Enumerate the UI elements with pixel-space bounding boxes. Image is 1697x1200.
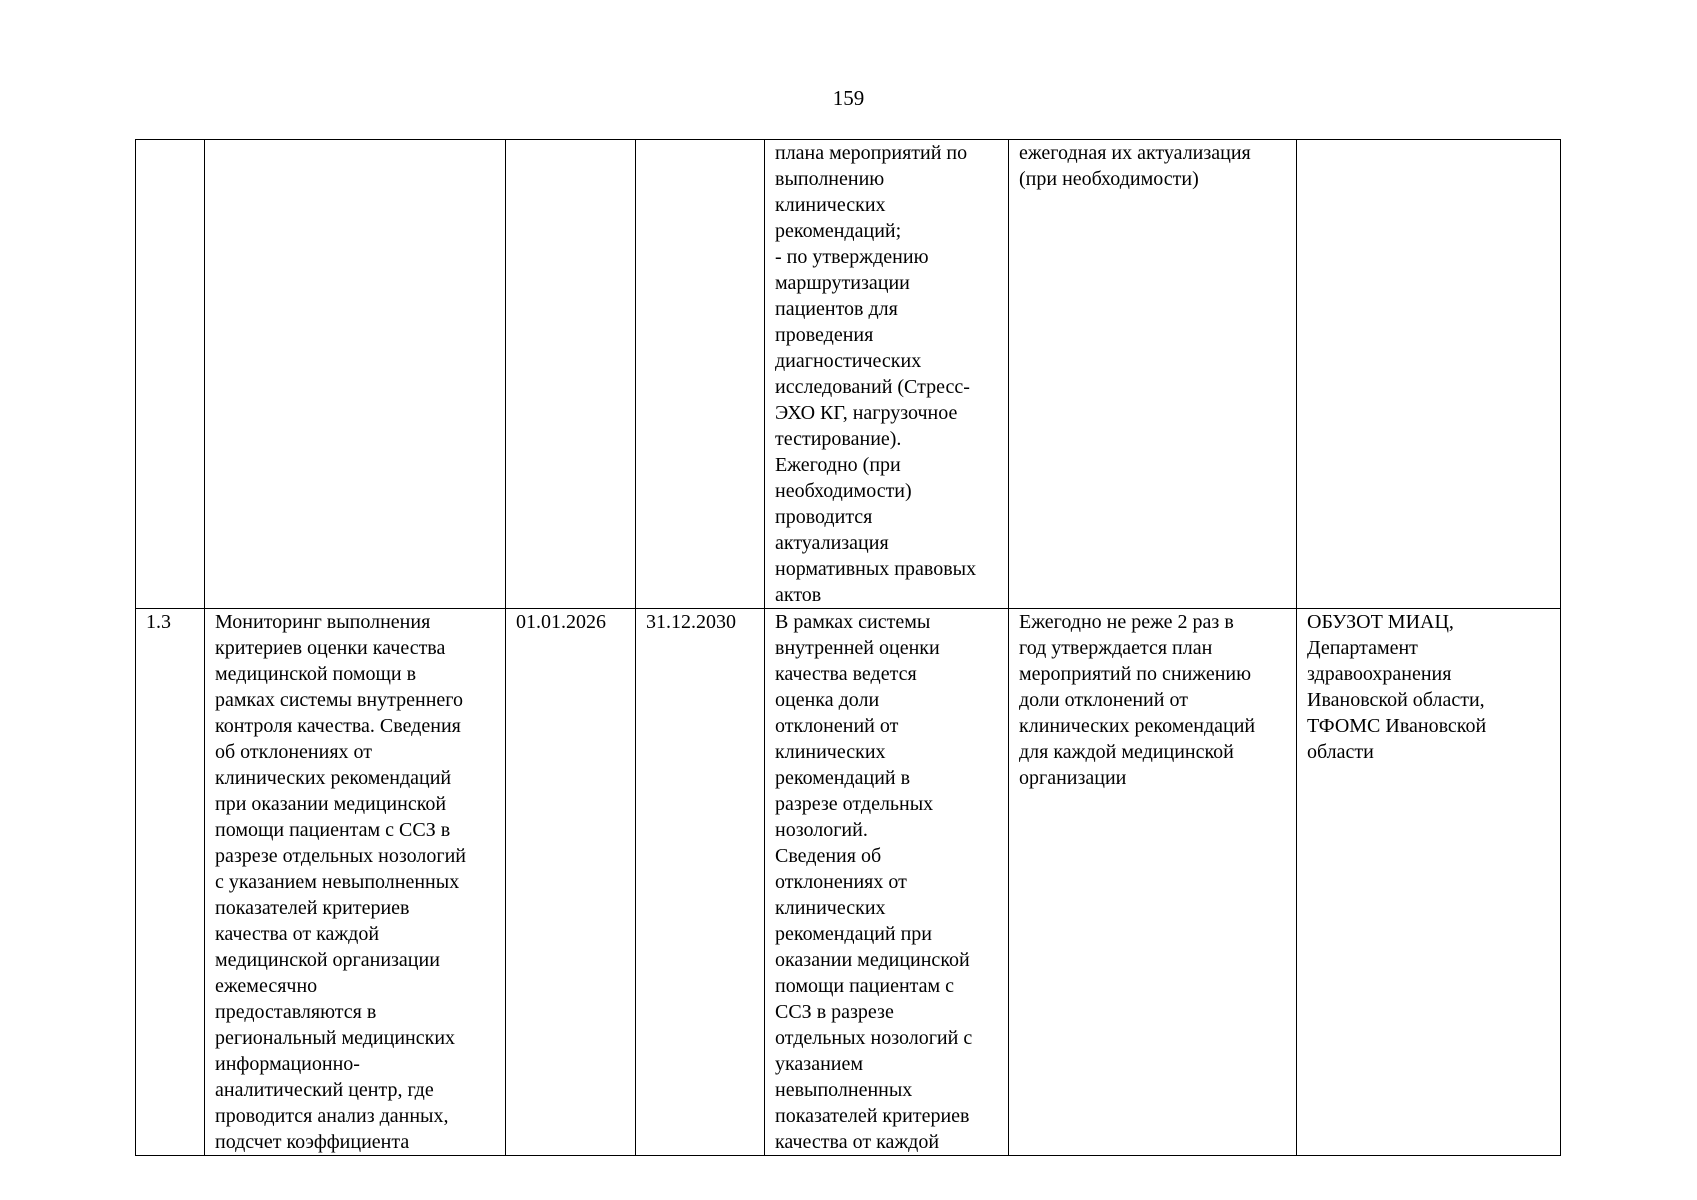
cell-responsible (1297, 609, 1561, 1156)
event-text: Мониторинг выполнения критериев оценки качества медицинской помощи в рамках системы внутреннего контроля качества. Сведения об отклонениях от клинических рекомендаций при оказании медицинской помощи пациентам с ССЗ в разрезе отдельных нозологий с указанием невыполненных показателей критериев качества от каждой медицинской организации ежемесячно предоставляются в региональный медицинских информационно- аналитический центр, где проводится анализ данных, подсчет коэффициента (215, 611, 466, 1153)
cell-event (205, 609, 506, 1156)
start-date-text: 01.01.2026 (516, 611, 606, 633)
cell-result (1009, 609, 1297, 1156)
responsible-text: ОБУЗОТ МИАЦ, Департамент здравоохранения Ивановской области, ТФОМС Ивановской области (1307, 611, 1487, 763)
cell-end-date (636, 609, 765, 1156)
page-number: 159 (832, 86, 865, 110)
cell-start-date (506, 140, 636, 609)
cell-event (205, 140, 506, 609)
table-row (136, 140, 1561, 609)
result-text: ежегодная их актуализация (при необходимости) (1019, 142, 1251, 190)
cell-number (136, 140, 205, 609)
description-text: плана мероприятий по выполнению клинических рекомендаций; - по утверждению маршрутизации пациентов для проведения диагностических исследований (Стресс- ЭХО КГ, нагрузочное тестирование). Ежегодно (при необходимости) проводится актуализация нормативных правовых актов (775, 142, 977, 606)
cell-start-date (506, 609, 636, 1156)
plan-table (135, 139, 1561, 1156)
cell-responsible (1297, 140, 1561, 609)
table-row (136, 609, 1561, 1156)
description-text: В рамках системы внутренней оценки качества ведется оценка доли отклонений от клинических рекомендаций в разрезе отдельных нозологий. Сведения об отклонениях от клинических рекомендаций при оказании медицинской помощи пациентам с ССЗ в разрезе отдельных нозологий с указанием невыполненных показателей критериев качества от каждой (775, 611, 973, 1153)
cell-result (1009, 140, 1297, 609)
row-number-text: 1.3 (146, 611, 171, 633)
cell-end-date (636, 140, 765, 609)
cell-description (765, 609, 1009, 1156)
result-text: Ежегодно не реже 2 раз в год утверждается план мероприятий по снижению доли отклонений от клинических рекомендаций для каждой медицинской организации (1019, 611, 1256, 789)
end-date-text: 31.12.2030 (646, 611, 736, 633)
cell-number (136, 609, 205, 1156)
cell-description (765, 140, 1009, 609)
